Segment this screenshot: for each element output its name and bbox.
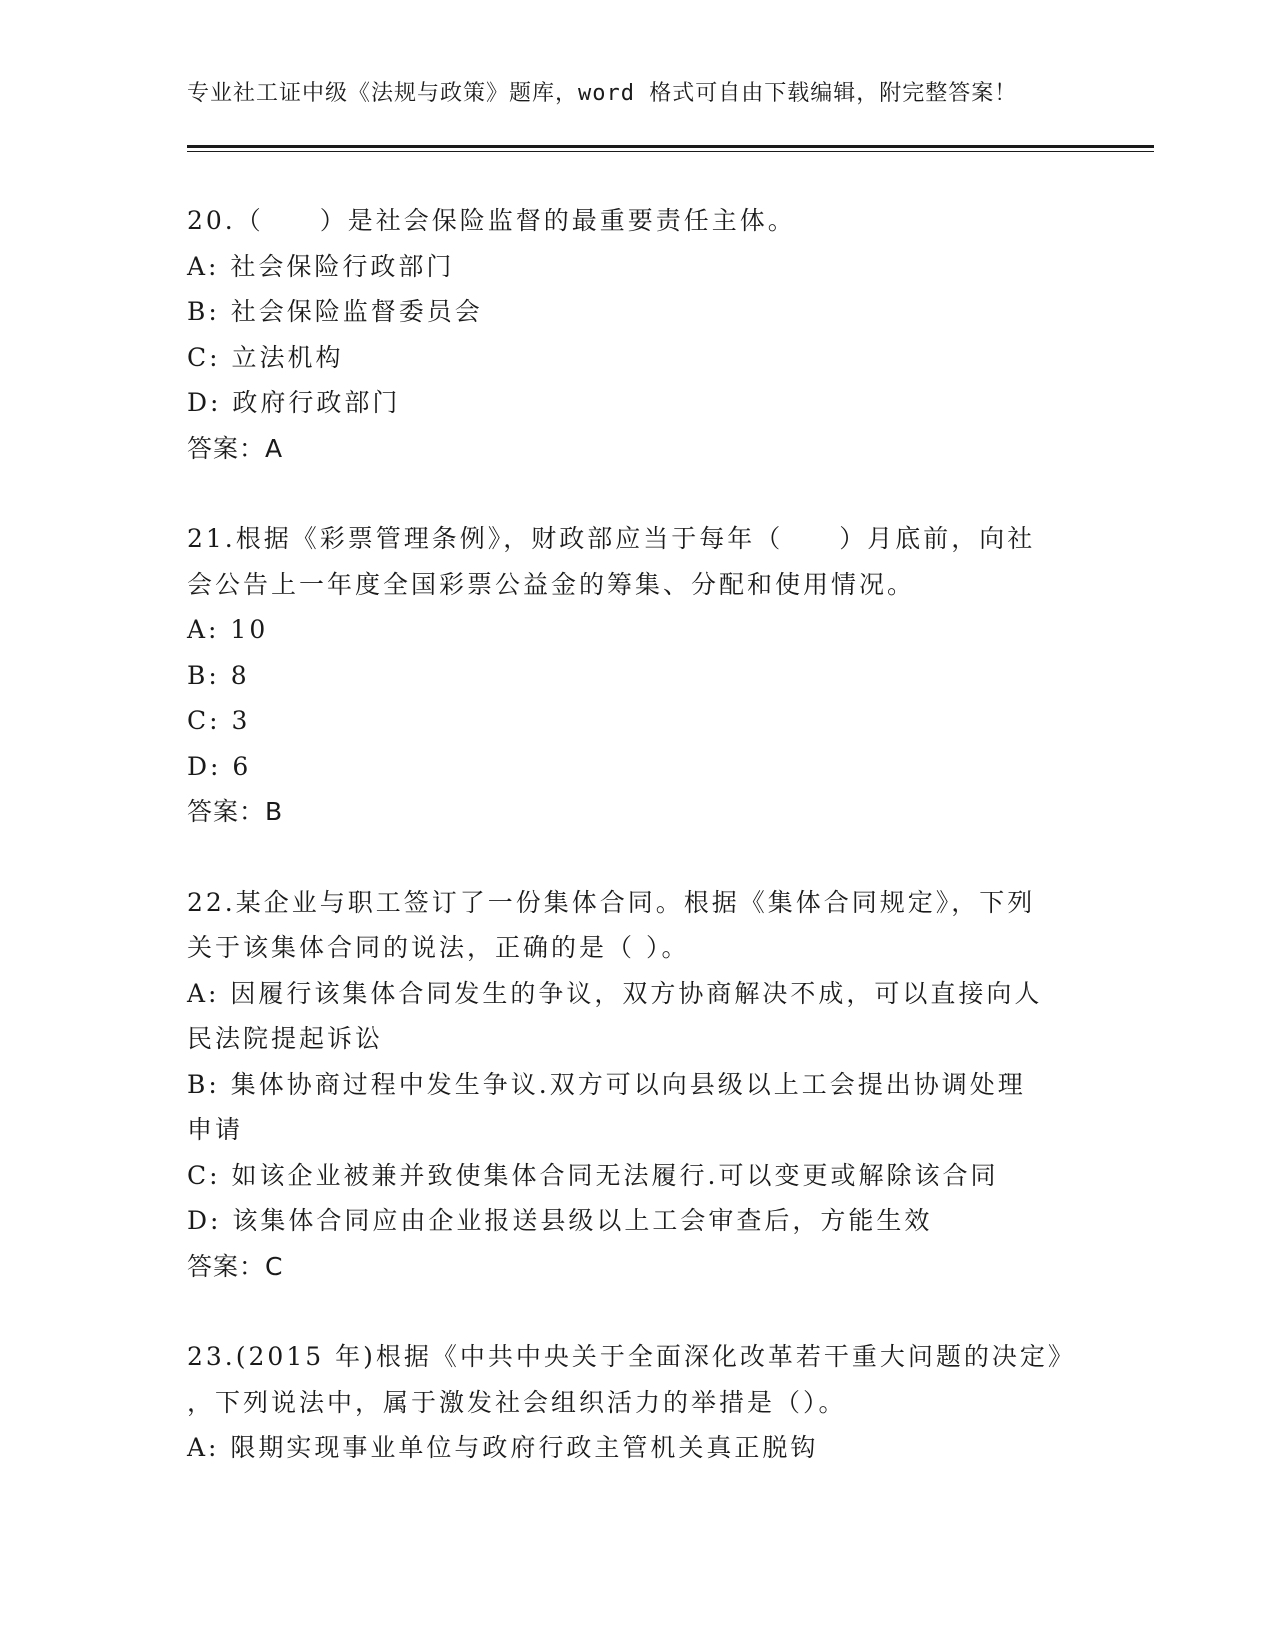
option-d: D: 该集体合同应由企业报送县级以上工会审查后，方能生效 <box>187 1206 933 1235</box>
option-b: B: 集体协商过程中发生争议.双方可以向县级以上工会提出协调处理 <box>187 1069 1026 1099</box>
question-22 <box>187 880 1067 1290</box>
question-stem: ，下列说法中，属于激发社会组织活力的举措是（）。 <box>187 1387 847 1417</box>
question-stem: 21.根据《彩票管理条例》，财政部应当于每年（ ）月底前，向社 <box>187 524 1036 553</box>
answer-label: 答案：B <box>187 797 284 826</box>
question-stem: 22.某企业与职工签订了一份集体合同。根据《集体合同规定》，下列 <box>187 887 1036 917</box>
option-b: B: 8 <box>187 660 250 690</box>
option-d: D: 6 <box>187 751 252 781</box>
option-b: 申请 <box>187 1115 244 1144</box>
answer-label: 答案：A <box>187 433 284 463</box>
question-stem: 20.（ ）是社会保险监督的最重要责任主体。 <box>187 206 796 235</box>
page-header: 专业社工证中级《法规与政策》题库，word 格式可自由下载编辑，附完整答案！ <box>187 81 1018 106</box>
question-stem: 23.(2015 年)根据《中共中央关于全面深化改革若干重大问题的决定》 <box>187 1342 1076 1371</box>
question-21 <box>187 516 1067 835</box>
question-23 <box>187 1334 1076 1471</box>
question-list <box>187 198 1076 1516</box>
option-a: A: 社会保险行政部门 <box>187 251 455 281</box>
option-d: D: 政府行政部门 <box>187 388 401 417</box>
option-a: A: 限期实现事业单位与政府行政主管机关真正脱钩 <box>187 1433 819 1462</box>
option-b: B: 社会保险监督委员会 <box>187 297 483 326</box>
option-a: 民法院提起诉讼 <box>187 1024 384 1053</box>
option-c: C: 3 <box>187 706 251 735</box>
option-c: C: 如该企业被兼并致使集体合同无法履行.可以变更或解除该合同 <box>187 1160 999 1190</box>
question-20 <box>187 198 1067 471</box>
option-a: A: 10 <box>187 615 269 644</box>
question-stem: 关于该集体合同的说法，正确的是（ ）。 <box>187 933 690 962</box>
answer-label: 答案：C <box>187 1251 284 1281</box>
header-rule-thick <box>187 145 1154 148</box>
option-a: A: 因履行该集体合同发生的争议，双方协商解决不成，可以直接向人 <box>187 978 1043 1008</box>
question-stem: 会公告上一年度全国彩票公益金的筹集、分配和使用情况。 <box>187 569 916 599</box>
header-rule-thin <box>187 151 1154 152</box>
option-c: C: 立法机构 <box>187 342 344 372</box>
